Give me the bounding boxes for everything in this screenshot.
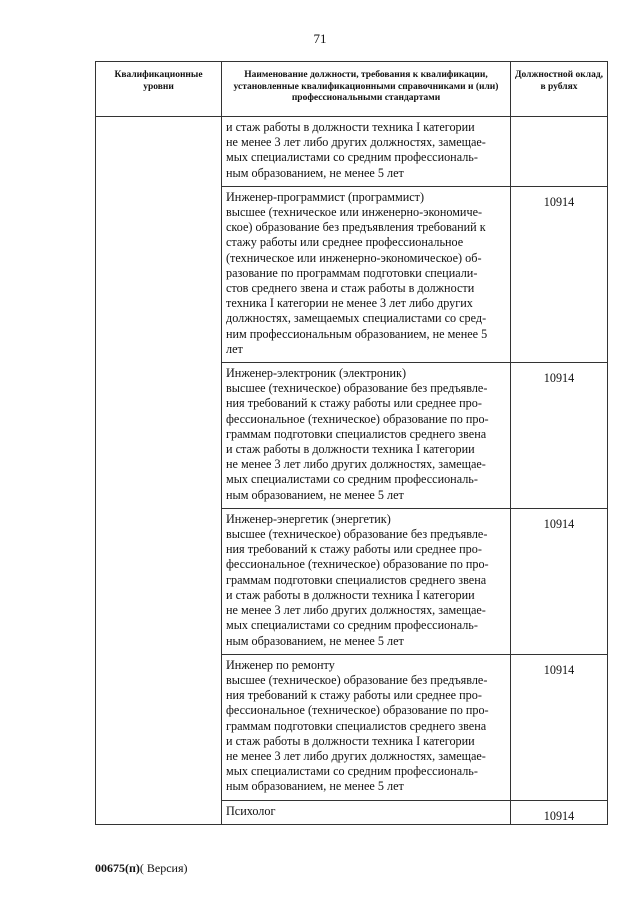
salary-cell: 10914 <box>511 654 608 800</box>
requirement-line: мых специалистами со средним профессиональ- <box>226 618 478 633</box>
requirement-line: ным образованием, не менее 5 лет <box>226 633 404 648</box>
requirement-line: мых специалистами со средним профессиональ- <box>226 472 478 487</box>
document-version: ( Версия) <box>139 861 188 875</box>
salary-cell: 10914 <box>511 186 608 362</box>
requirement-line: ское) образование без предъявления требований к <box>226 220 486 235</box>
requirement-line: мых специалистами со средним профессиональ- <box>226 150 478 165</box>
requirement-line: техника I категории не менее 3 лет либо других <box>226 296 473 311</box>
requirement-line: высшее (техническое) образование без предъявле- <box>226 527 488 542</box>
requirement-line: ния требований к стажу работы или среднее про- <box>226 542 482 557</box>
requirement-line: не менее 3 лет либо других должностях, замещае- <box>226 457 486 472</box>
position-title: Инженер-электроник (электроник) <box>226 366 407 381</box>
requirement-line: ния требований к стажу работы или среднее про- <box>226 688 482 703</box>
requirement-line: мых специалистами со средним профессиональ- <box>226 764 478 779</box>
requirement-line: лет <box>226 341 243 356</box>
requirement-line: стажу работы или среднее профессиональное <box>226 235 464 250</box>
page-number: 71 <box>313 31 327 46</box>
requirement-line: и стаж работы в должности техника I категории <box>226 120 475 134</box>
requirement-line: фессиональное (техническое) образование по про- <box>226 703 489 718</box>
requirement-line: и стаж работы в должности техника I категории <box>226 587 475 602</box>
position-cell <box>222 800 511 824</box>
table-header-row <box>96 62 608 117</box>
requirement-line: ним профессиональным образованием, не менее 5 <box>226 326 488 341</box>
requirement-line: граммам подготовки специалистов среднего звена <box>226 572 487 587</box>
table-row <box>96 117 608 187</box>
requirement-line: фессиональное (техническое) образование по про- <box>226 411 489 426</box>
requirement-line: фессиональное (техническое) образование по про- <box>226 557 489 572</box>
document-footer <box>95 861 188 876</box>
requirement-line: высшее (техническое) образование без предъявле- <box>226 672 488 687</box>
requirement-line: ным образованием, не менее 5 лет <box>226 779 404 794</box>
document-code: 00675(п) <box>95 861 140 875</box>
header-position: Наименование должности, требования к квалификации, установленные квалификационными справочниками и (или) профессиональными стандартами <box>222 62 511 117</box>
requirement-line: должностях, замещаемых специалистами со сред- <box>226 311 487 326</box>
position-cell <box>222 508 511 654</box>
position-title: Инженер-энергетик (энергетик) <box>226 511 391 526</box>
requirement-line: не менее 3 лет либо других должностях, замещае- <box>226 135 486 150</box>
requirement-line: не менее 3 лет либо других должностях, замещае- <box>226 603 486 618</box>
position-title: Инженер по ремонту <box>226 657 335 672</box>
requirement-line: и стаж работы в должности техника I категории <box>226 733 475 748</box>
requirement-line: граммам подготовки специалистов среднего звена <box>226 426 487 441</box>
position-cell <box>222 654 511 800</box>
requirement-line: и стаж работы в должности техника I категории <box>226 442 475 457</box>
salary-cell: 10914 <box>511 508 608 654</box>
header-salary: Должностной оклад, в рублях <box>511 62 608 117</box>
requirement-line: ния требований к стажу работы или среднее про- <box>226 396 482 411</box>
requirement-line: ным образованием, не менее 5 лет <box>226 165 404 180</box>
requirement-line: высшее (техническое) образование без предъявле- <box>226 381 488 396</box>
requirement-line: высшее (техническое или инженерно-экономиче- <box>226 205 483 220</box>
position-title: Инженер-программист (программист) <box>226 189 425 204</box>
requirement-line: стов среднего звена и стаж работы в должности <box>226 281 475 296</box>
requirement-line: граммам подготовки специалистов среднего звена <box>226 718 487 733</box>
requirement-line: не менее 3 лет либо других должностях, замещае- <box>226 748 486 763</box>
salary-cell: 10914 <box>511 363 608 509</box>
requirement-line: ным образованием, не менее 5 лет <box>226 487 404 502</box>
position-cell <box>222 363 511 509</box>
requirement-line: (техническое или инженерно-экономическое) об- <box>226 250 482 265</box>
salary-cell <box>511 117 608 187</box>
header-qualification-level: Квалификационные уровни <box>96 62 222 117</box>
level-cell <box>96 117 222 825</box>
qualification-table <box>95 61 608 825</box>
requirement-line: разование по программам подготовки специали- <box>226 265 478 280</box>
position-cell <box>222 117 511 187</box>
position-cell <box>222 186 511 362</box>
salary-cell: 10914 <box>511 800 608 824</box>
position-title: Психолог <box>226 803 276 818</box>
